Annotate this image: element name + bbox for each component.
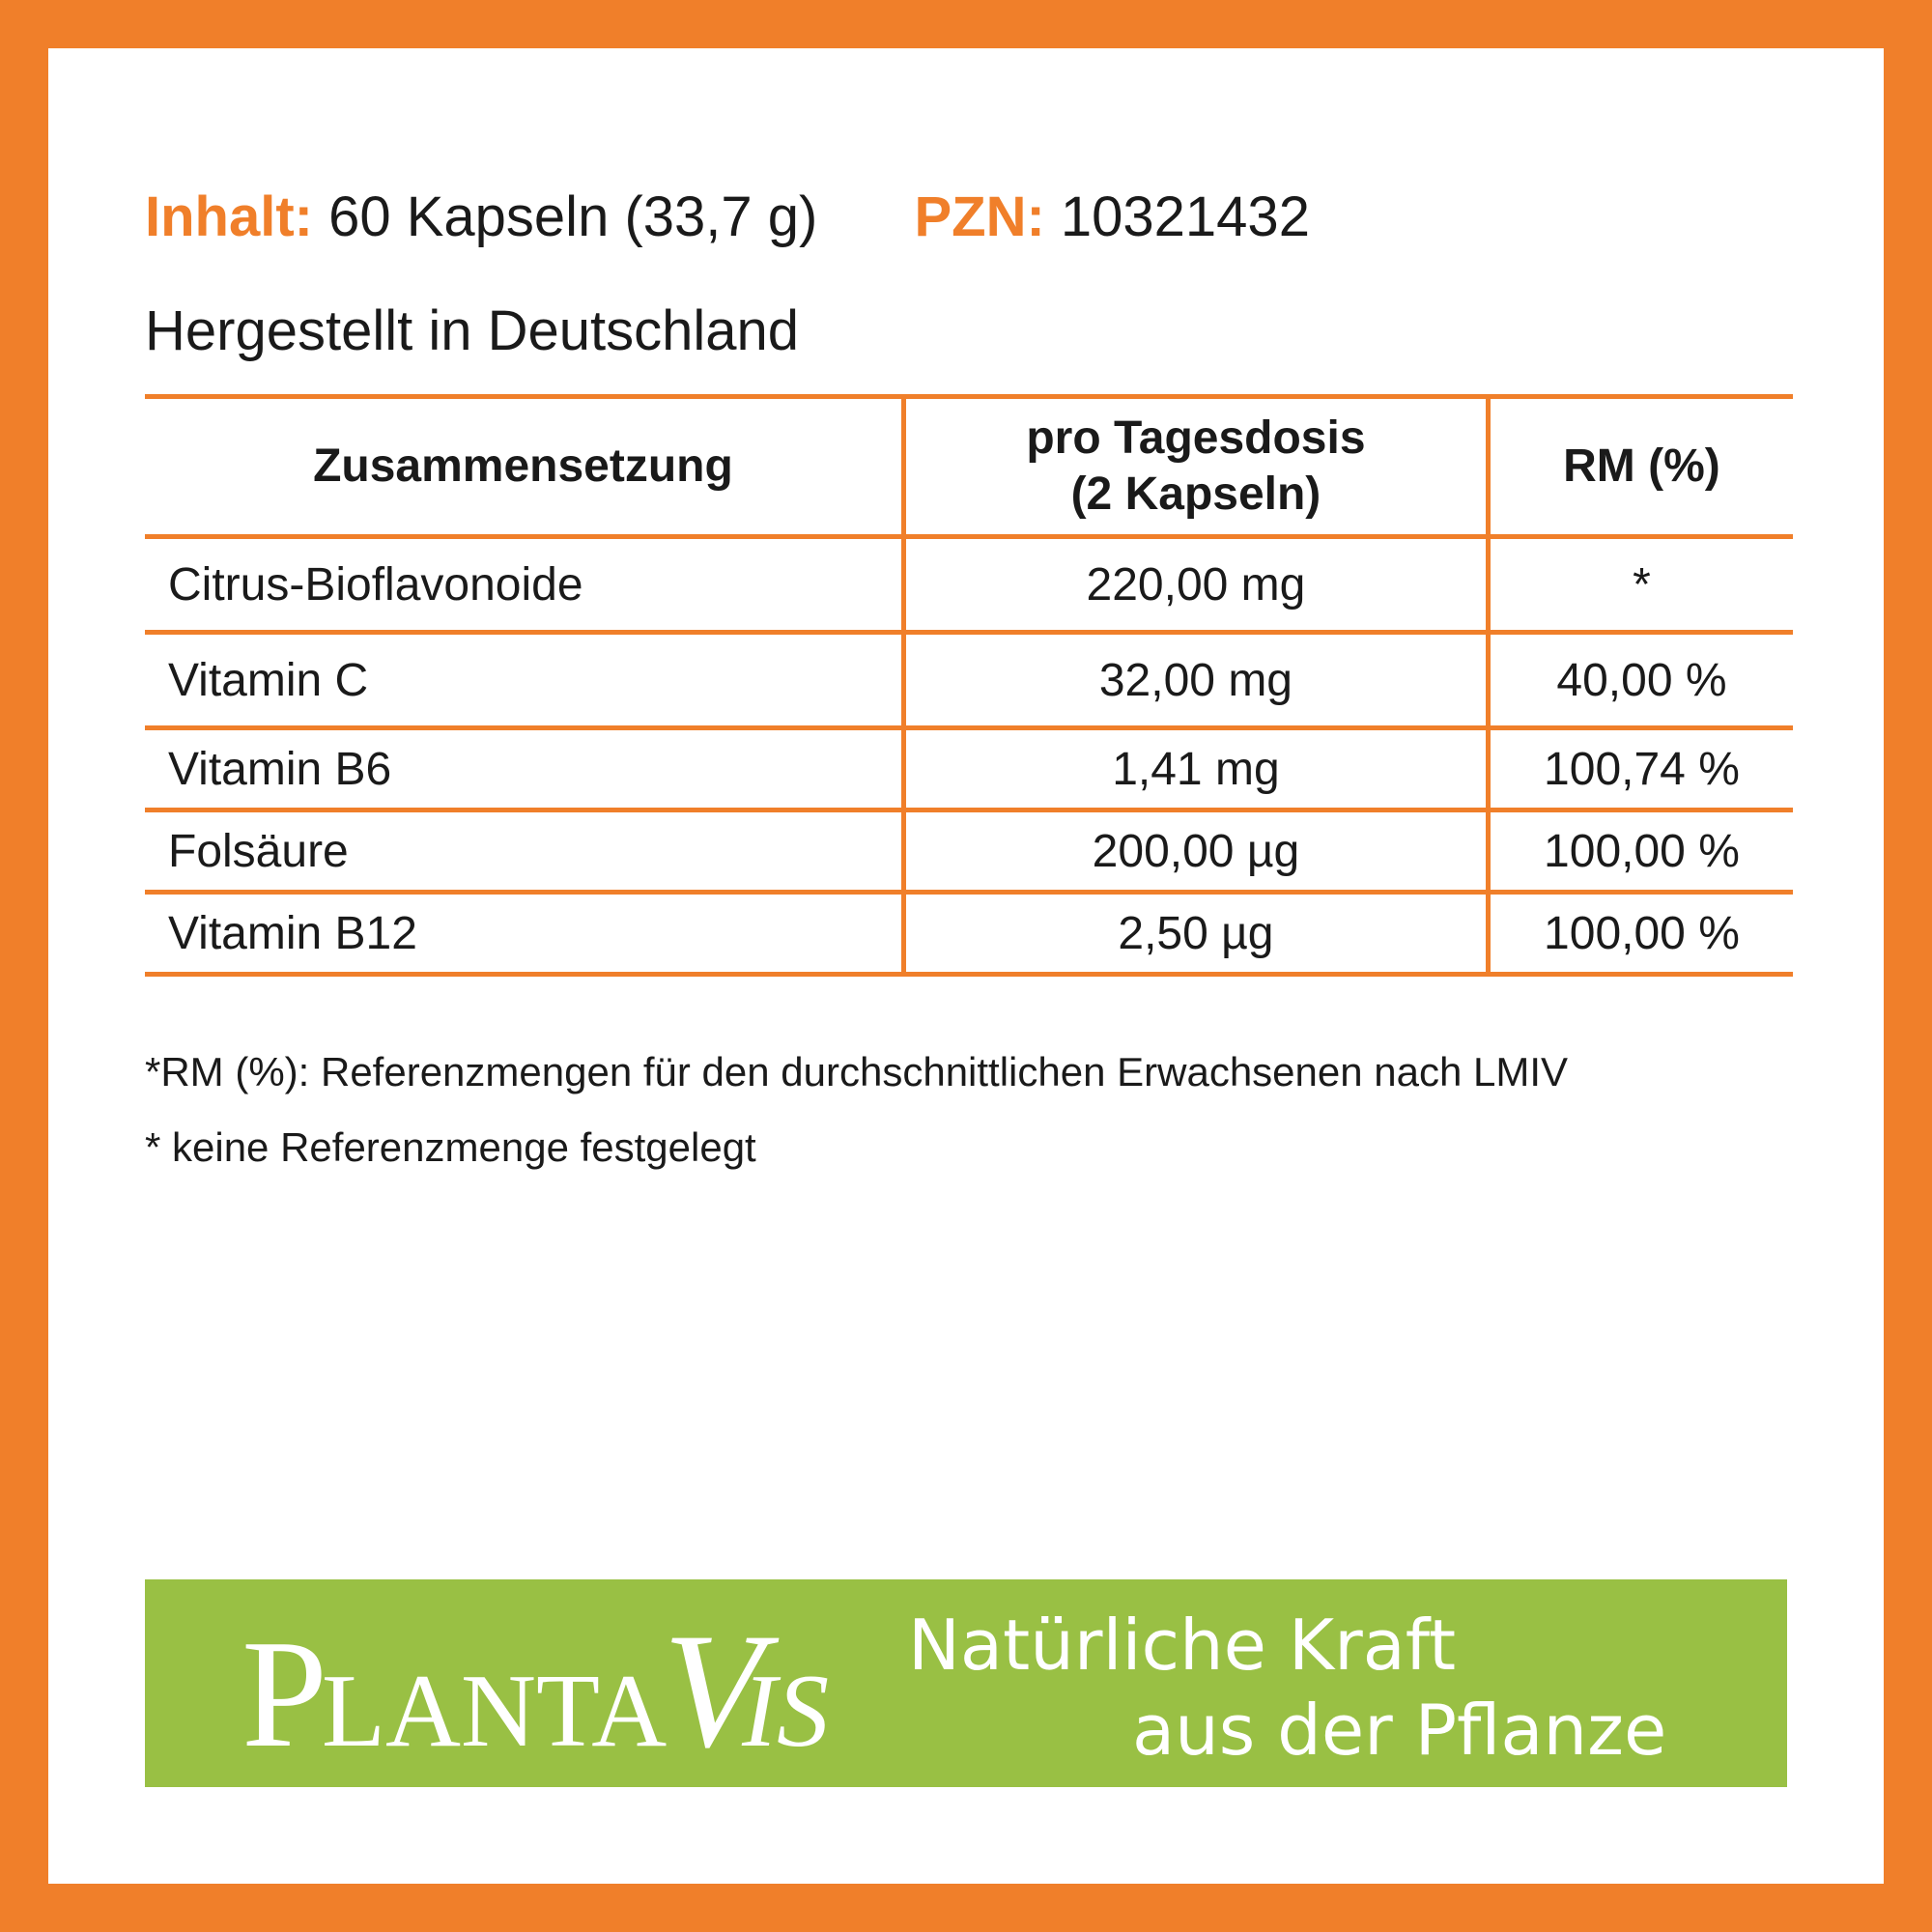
plantavis-logo <box>242 1600 830 1781</box>
header-daily-dose <box>903 397 1488 537</box>
table-row <box>145 893 1793 975</box>
row-name: Vitamin C <box>145 633 903 728</box>
row-name: Citrus-Bioflavonoide <box>145 537 903 633</box>
table-row <box>145 810 1793 893</box>
svg-text:PLANTAVIS: PLANTAVIS <box>242 1600 830 1781</box>
footnote-star: * keine Referenzmenge festgelegt <box>145 1124 756 1170</box>
header-composition: Zusammensetzung <box>145 397 903 537</box>
row-dose: 220,00 mg <box>903 537 1488 633</box>
row-rm: 100,00 % <box>1488 810 1793 893</box>
header-daily-dose-line1: pro Tagesdosis <box>1026 412 1366 464</box>
brand-banner <box>145 1579 1787 1787</box>
inhalt-value: 60 Kapseln (33,7 g) <box>312 185 818 248</box>
header-rm: RM (%) <box>1488 397 1793 537</box>
footnote-rm: *RM (%): Referenzmengen für den durchschnittlichen Erwachsenen nach LMIV <box>145 1049 1569 1094</box>
table-row <box>145 633 1793 728</box>
row-name: Vitamin B6 <box>145 728 903 810</box>
table-header-row <box>145 397 1793 537</box>
slogan-line-1: Natürliche Kraft <box>908 1605 1457 1686</box>
slogan-line-2: aus der Pflanze <box>1132 1690 1667 1771</box>
pzn-label: PZN: <box>914 185 1045 248</box>
pzn-value: 10321432 <box>1044 185 1310 248</box>
row-dose: 200,00 µg <box>903 810 1488 893</box>
inhalt-label: Inhalt: <box>145 185 313 248</box>
info-line <box>145 184 1310 251</box>
content-frame <box>48 48 1884 1884</box>
row-rm: * <box>1488 537 1793 633</box>
row-name: Folsäure <box>145 810 903 893</box>
composition-table <box>145 394 1793 977</box>
header-daily-dose-line2: (2 Kapseln) <box>1070 469 1321 520</box>
slogan <box>908 1603 1666 1773</box>
row-dose: 2,50 µg <box>903 893 1488 975</box>
row-dose: 1,41 mg <box>903 728 1488 810</box>
table-row <box>145 728 1793 810</box>
row-name: Vitamin B12 <box>145 893 903 975</box>
row-rm: 40,00 % <box>1488 633 1793 728</box>
row-rm: 100,74 % <box>1488 728 1793 810</box>
row-dose: 32,00 mg <box>903 633 1488 728</box>
row-rm: 100,00 % <box>1488 893 1793 975</box>
table-row <box>145 537 1793 633</box>
made-in-text: Hergestellt in Deutschland <box>145 299 800 362</box>
